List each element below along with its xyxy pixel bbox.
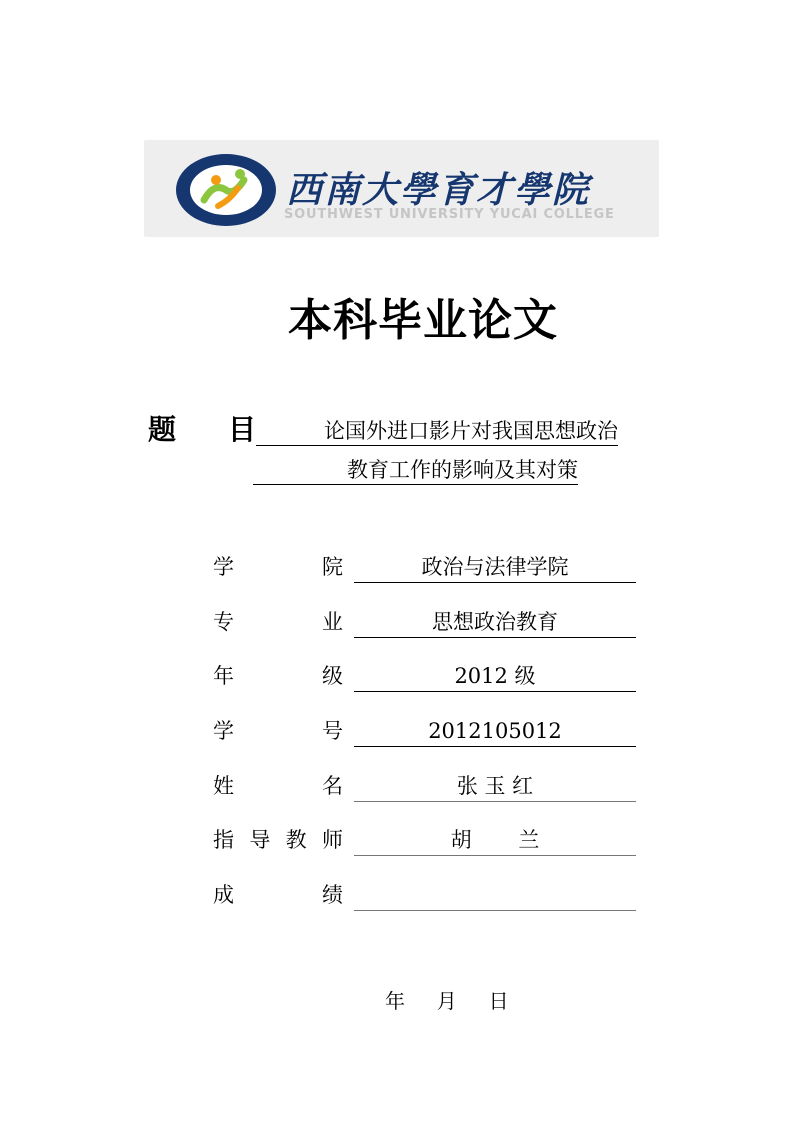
field-label: 成 绩 — [213, 883, 343, 907]
field-value-advisor: 胡 兰 — [354, 825, 636, 856]
field-row-advisor — [0, 825, 800, 855]
field-value-name: 张 玉 红 — [354, 771, 636, 802]
field-label: 专 业 — [213, 610, 343, 634]
field-row-major — [0, 607, 800, 637]
college-emblem-icon — [174, 152, 278, 228]
field-value-college: 政治与法律学院 — [354, 552, 636, 583]
field-label: 指 导 教 师 — [213, 828, 343, 852]
field-row-name — [0, 771, 800, 801]
field-label: 学 院 — [213, 555, 343, 579]
college-name-english: SOUTHWEST UNIVERSITY YUCAI COLLEGE — [284, 207, 615, 222]
field-label: 年 级 — [213, 664, 343, 688]
field-row-grade-score — [0, 880, 800, 910]
document-title: 本科毕业论文 — [288, 295, 558, 346]
college-name-chinese: 西南大學育才學院 — [286, 169, 591, 211]
field-value-grade: 2012 级 — [354, 661, 636, 692]
field-row-student-id — [0, 716, 800, 746]
field-value-student-id: 2012105012 — [354, 716, 636, 747]
topic-line-2: 教育工作的影响及其对策 — [253, 456, 578, 485]
field-label: 姓 名 — [213, 774, 343, 798]
field-row-college — [0, 552, 800, 582]
field-row-grade — [0, 661, 800, 691]
field-value-score — [354, 880, 636, 911]
topic-label-char: 题 — [148, 413, 177, 446]
topic-label-char: 目 — [228, 413, 257, 446]
date-line: 年 月 日 — [385, 989, 509, 1013]
field-value-major: 思想政治教育 — [354, 607, 636, 638]
college-logo-banner — [144, 140, 659, 237]
field-label: 学 号 — [213, 719, 343, 743]
topic-line-1: 论国外进口影片对我国思想政治 — [256, 417, 618, 446]
